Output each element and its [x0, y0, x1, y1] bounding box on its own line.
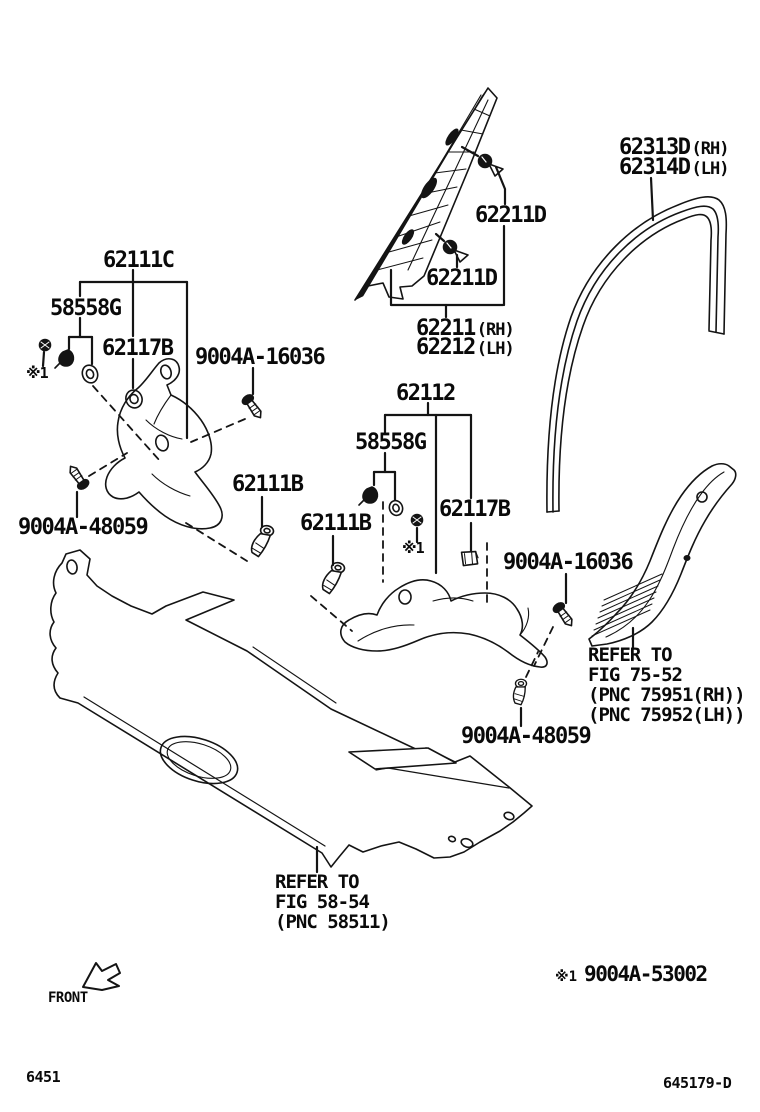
- screw-16036-right-icon: [552, 601, 577, 629]
- label-58558g-mid: 58558G: [355, 430, 426, 455]
- label-58558g-left: 58558G: [50, 296, 121, 321]
- footnote-legend: ※1 9004A-53002: [555, 962, 707, 986]
- label-pillar-clip-lower: 62211D: [426, 266, 497, 291]
- label-62111b-inner: 62111B: [300, 511, 371, 536]
- label-48059-left: 9004A-48059: [18, 515, 148, 540]
- label-16036-right: 9004A-16036: [503, 550, 633, 575]
- footnote-marker-left: ※1: [26, 364, 48, 382]
- drawing-number: 645179-D: [663, 1074, 732, 1092]
- refer-note-floor: REFER TO FIG 58-54 (PNC 58511): [275, 871, 390, 933]
- pillar-clip-lower-icon: [444, 241, 469, 263]
- glass-run-drawing: [547, 178, 726, 512]
- screw-48059-left-icon: [66, 463, 91, 491]
- figure-code: 6451: [26, 1068, 61, 1086]
- label-glass-run-rh: 62313D (RH): [619, 135, 729, 160]
- screw-16036-left-icon: [241, 393, 266, 421]
- footnote-marker-mid: ※1: [402, 539, 424, 557]
- label-cowl-trim-left: 62111C: [103, 248, 174, 273]
- front-label: FRONT: [48, 990, 88, 1006]
- grommet-left-icon: [80, 363, 100, 385]
- grommet-mid-icon: [387, 499, 404, 518]
- cowl-side-trim-left-drawing: [106, 359, 222, 529]
- pin-marker-left-icon: [40, 340, 51, 351]
- clip-48059-right-icon: [514, 679, 527, 705]
- label-16036-left: 9004A-16036: [195, 345, 325, 370]
- label-pillar-garnish-lh: 62212 (LH): [416, 335, 514, 360]
- clip-teardrop-left-icon: [55, 350, 73, 368]
- label-62117b-left: 62117B: [102, 336, 173, 361]
- label-pillar-clip-upper: 62211D: [475, 203, 546, 228]
- pin-marker-mid-icon: [412, 515, 423, 526]
- label-62111b-outer: 62111B: [232, 472, 303, 497]
- label-62117b-mid: 62117B: [439, 497, 510, 522]
- clip-teardrop-mid-icon: [359, 487, 377, 505]
- front-arrow-icon: [83, 963, 120, 990]
- clip-62117b-right-icon: [460, 550, 478, 566]
- refer-note-sill: REFER TO FIG 75-52 (PNC 75951(RH)) (PNC 75952(LH)): [588, 644, 745, 726]
- cowl-side-trim-right-drawing: [341, 580, 547, 667]
- plug-62111b-outer-icon: [250, 524, 274, 559]
- label-glass-run-lh: 62314D (LH): [619, 155, 729, 180]
- label-62112: 62112: [396, 381, 455, 406]
- label-48059-right: 9004A-48059: [461, 724, 591, 749]
- label-pillar-garnish-rh: 62211 (RH): [416, 316, 514, 341]
